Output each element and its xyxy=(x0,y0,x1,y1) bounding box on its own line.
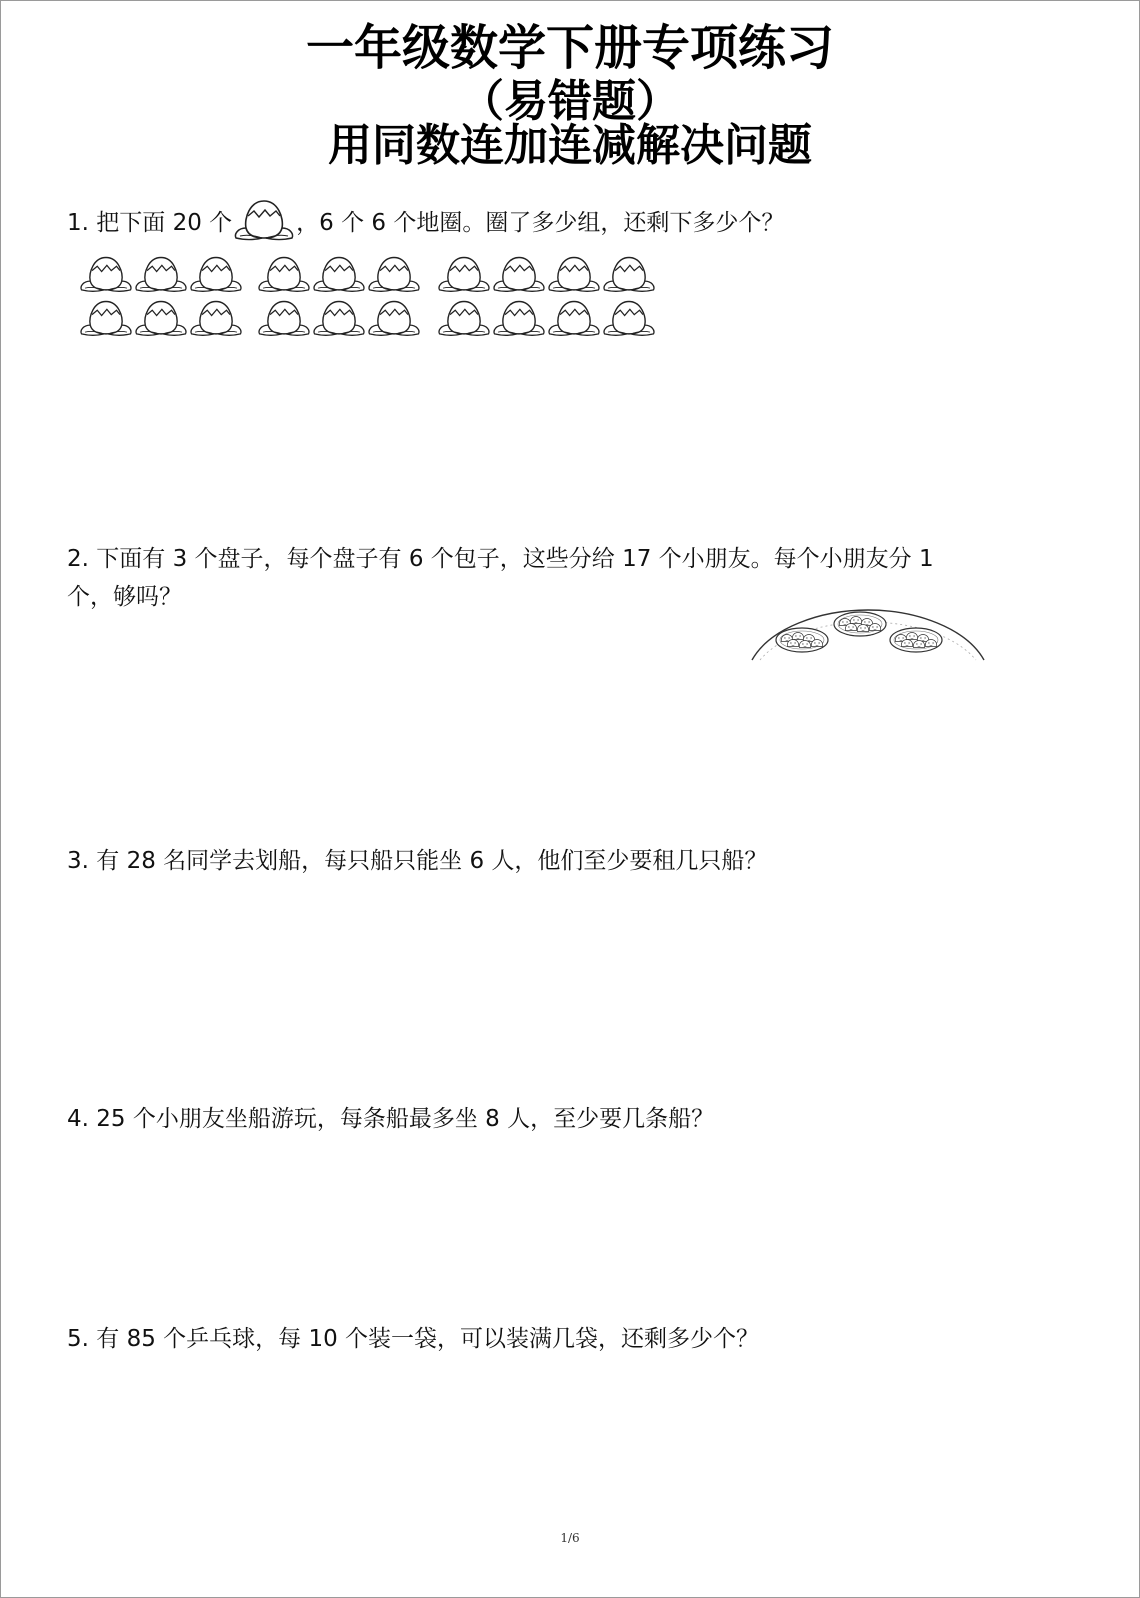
question-5: 5. 有 85 个乒乓球，每 10 个装一袋，可以装满几袋，还剩多少个？ xyxy=(67,1326,760,1352)
plate-middle xyxy=(834,612,886,636)
question-3: 3. 有 28 名同学去划船，每只船只能坐 6 人，他们至少要租几只船？ xyxy=(67,848,768,874)
peach-group-1 xyxy=(81,258,241,336)
plate-left xyxy=(776,628,828,652)
worksheet-topic: 用同数连加连减解决问题 xyxy=(328,120,812,171)
peach-icon xyxy=(232,198,296,244)
question-2-line-1: 2. 下面有 3 个盘子，每个盘子有 6 个包子，这些分给 17 个小朋友。每个小朋友分 1 xyxy=(67,546,934,572)
page-number: 1/6 xyxy=(560,1531,580,1545)
question-1 xyxy=(67,198,784,244)
question-1-text-before: 1. 把下面 20 个 xyxy=(67,210,233,236)
peach-grid xyxy=(78,254,678,346)
question-1-text-after: ，6 个 6 个地圈。圈了多少组，还剩下多少个？ xyxy=(296,210,785,236)
peach-group-2 xyxy=(259,258,419,336)
question-2-line-2: 个，够吗？ xyxy=(67,584,182,610)
worksheet-subtitle: （易错题） xyxy=(460,76,680,127)
peach-group-3 xyxy=(439,258,654,336)
plate-right xyxy=(890,628,942,652)
worksheet-title: 一年级数学下册专项练习 xyxy=(305,20,834,76)
steamed-buns-plates-illustration xyxy=(750,600,986,662)
question-4: 4. 25 个小朋友坐船游玩，每条船最多坐 8 人，至少要几条船？ xyxy=(67,1106,715,1132)
